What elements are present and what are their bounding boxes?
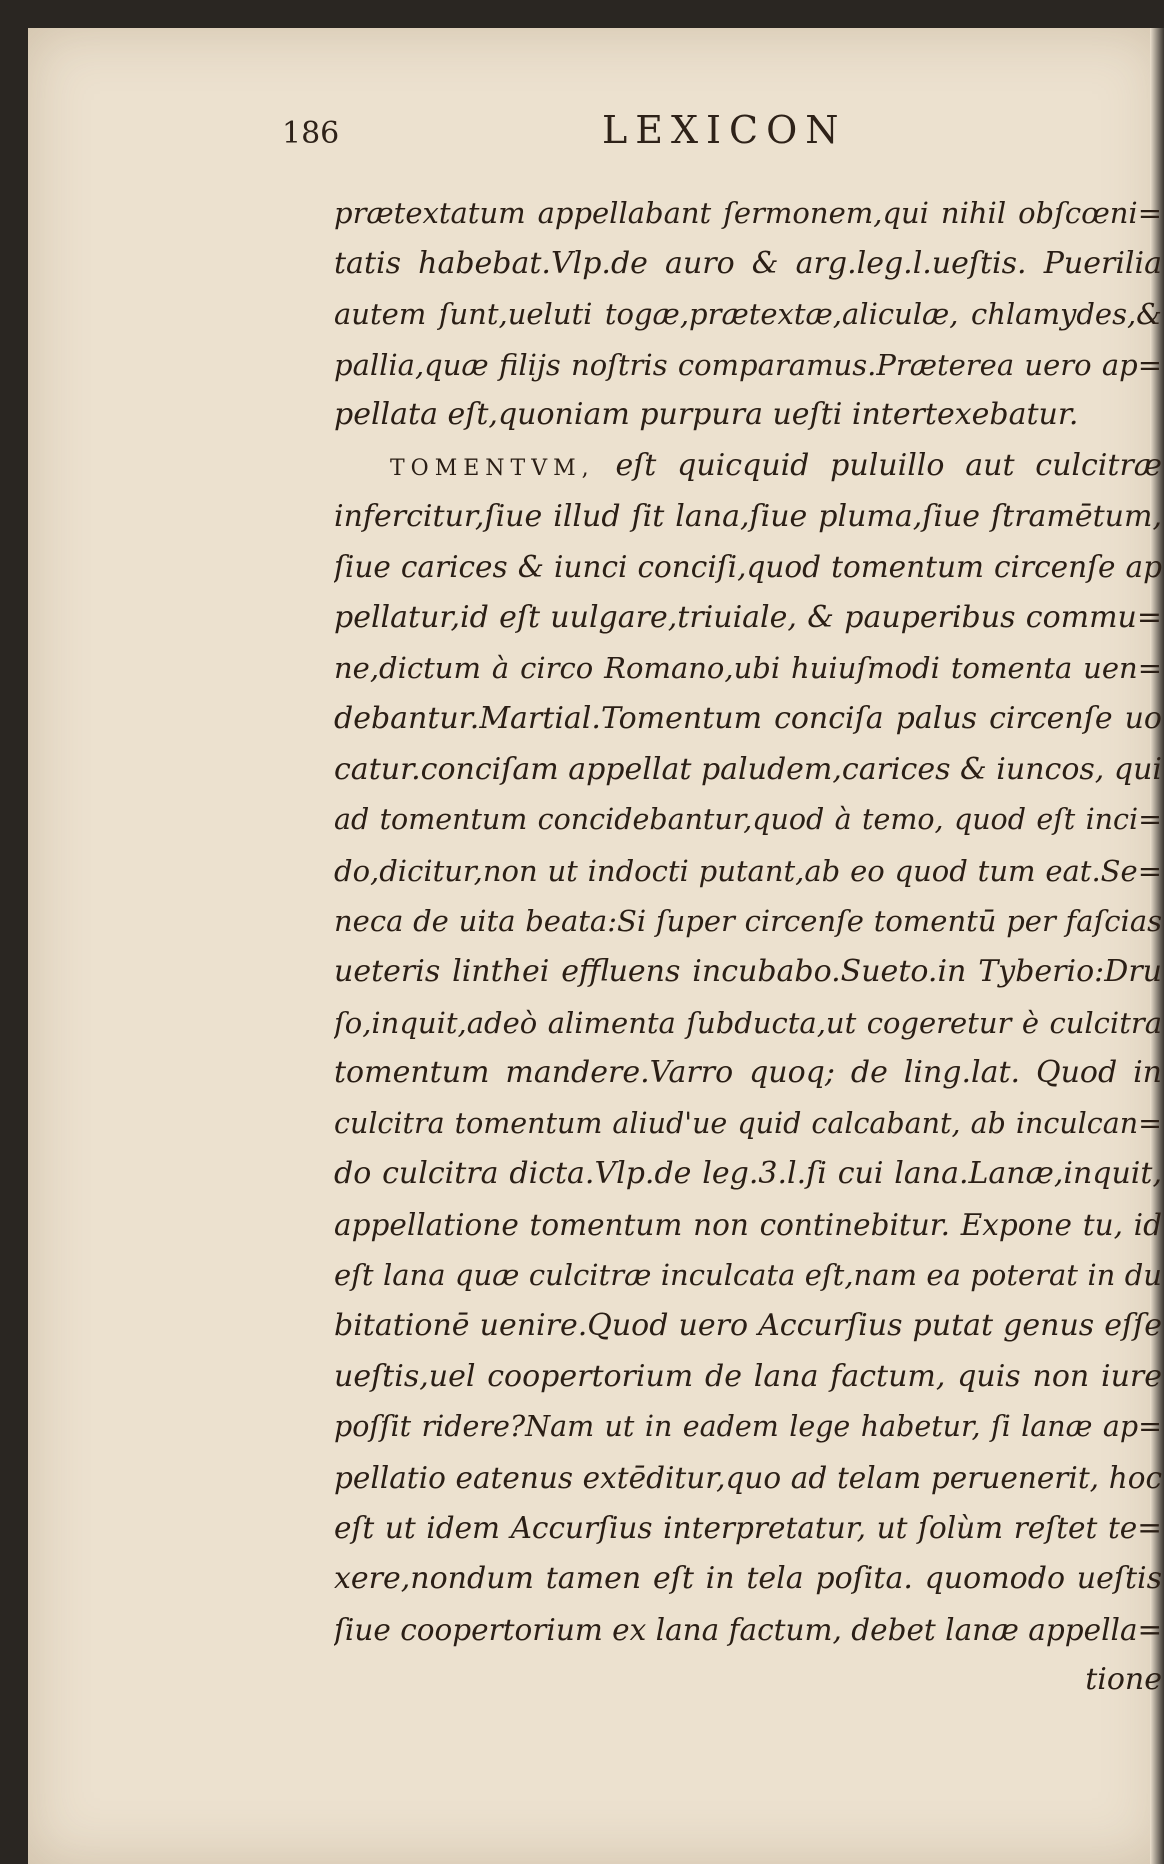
text-line: poſſit ridere?Nam ut in eadem lege habetur, ſi lanæ ap= bbox=[334, 1410, 1162, 1444]
text-line: debantur.Martial.Tomentum conciſa palus circenſe uo bbox=[334, 700, 1162, 736]
text-line: culcitra tomentum aliud'ue quid calcabant, ab inculcan= bbox=[334, 1106, 1162, 1140]
catchword: tione bbox=[1085, 1662, 1162, 1698]
text-line: ueſtis,uel coopertorium de lana factum, quis non iure bbox=[334, 1358, 1162, 1394]
text-line: eſt quicquid puluillo aut culcitræ bbox=[615, 447, 1162, 483]
text-line: prætextatum appellabant ſermonem,qui nihil obſcœni= bbox=[334, 196, 1162, 230]
entry-first-line bbox=[334, 441, 1162, 492]
text-line: ad tomentum concidebantur,quod à temo, quod eſt inci= bbox=[334, 803, 1162, 837]
text-line: ueteris linthei effluens incubabo.Sueto.in Tyberio:Dru bbox=[334, 953, 1162, 989]
page-header bbox=[282, 108, 902, 168]
text-line: pellatio eatenus extēditur,quo ad telam peruenerit, hoc bbox=[334, 1460, 1162, 1495]
text-line: tomentum mandere.Varro quoq; de ling.lat. Quod in bbox=[334, 1055, 1162, 1091]
text-line: ne,dictum à circo Romano,ubi huiuſmodi tomenta uen= bbox=[334, 651, 1162, 686]
page-number: 186 bbox=[282, 116, 340, 151]
text-line: do culcitra dicta.Vlp.de leg.3.l.ſi cui lana.Lanæ,inquit, bbox=[334, 1156, 1162, 1192]
text-line: ſiue coopertorium ex lana factum, debet lanæ appella= bbox=[334, 1612, 1162, 1647]
text-line: pallia,quæ filijs noſtris comparamus.Præterea uero ap= bbox=[334, 347, 1162, 382]
headword: TOMENTVM, bbox=[390, 455, 595, 481]
text-line: pellata eſt,quoniam purpura ueſti intertexebatur. bbox=[334, 397, 1079, 433]
text-line: tatis habebat.Vlp.de auro & arg.leg.l.ueſtis. Puerilia bbox=[334, 245, 1162, 281]
text-line: ſiue carices & iunci conciſi,quod tomentum circenſe ap bbox=[334, 550, 1162, 585]
book-page bbox=[28, 28, 1164, 1864]
text-line: infercitur,ſiue illud ſit lana,ſiue pluma,ſiue ſtramētum, bbox=[334, 498, 1162, 534]
text-line: pellatur,id eſt uulgare,triuiale, & pauperibus commu= bbox=[334, 599, 1162, 635]
text-line: autem ſunt,ueluti togæ,prætextæ,aliculæ, chlamydes,& bbox=[334, 297, 1162, 332]
text-line: xere,nondum tamen eſt in tela poſita. quomodo ueſtis bbox=[334, 1561, 1162, 1597]
text-line: catur.conciſam appellat paludem,carices & iuncos, qui bbox=[334, 751, 1162, 787]
text-line: bitationē uenire.Quod uero Accurſius putat genus eſſe bbox=[334, 1308, 1162, 1344]
running-title: LEXICON bbox=[602, 108, 847, 152]
text-line: do,dicitur,non ut indocti putant,ab eo quod tum eat.Se= bbox=[334, 853, 1162, 888]
text-line: eſt ut idem Accurſius interpretatur, ut ſolùm reſtet te= bbox=[334, 1511, 1162, 1546]
text-line: appellatione tomentum non continebitur. Expone tu, id bbox=[334, 1207, 1162, 1242]
body-text bbox=[334, 188, 1162, 1706]
text-line: ſo,inquit,adeò alimenta ſubducta,ut cogeretur è culcitra bbox=[334, 1005, 1162, 1040]
text-line: eſt lana quæ culcitræ inculcata eſt,nam ea poterat in du bbox=[334, 1258, 1162, 1293]
text-line: neca de uita beata:Si ſuper circenſe tomentū per faſcias bbox=[334, 904, 1162, 939]
